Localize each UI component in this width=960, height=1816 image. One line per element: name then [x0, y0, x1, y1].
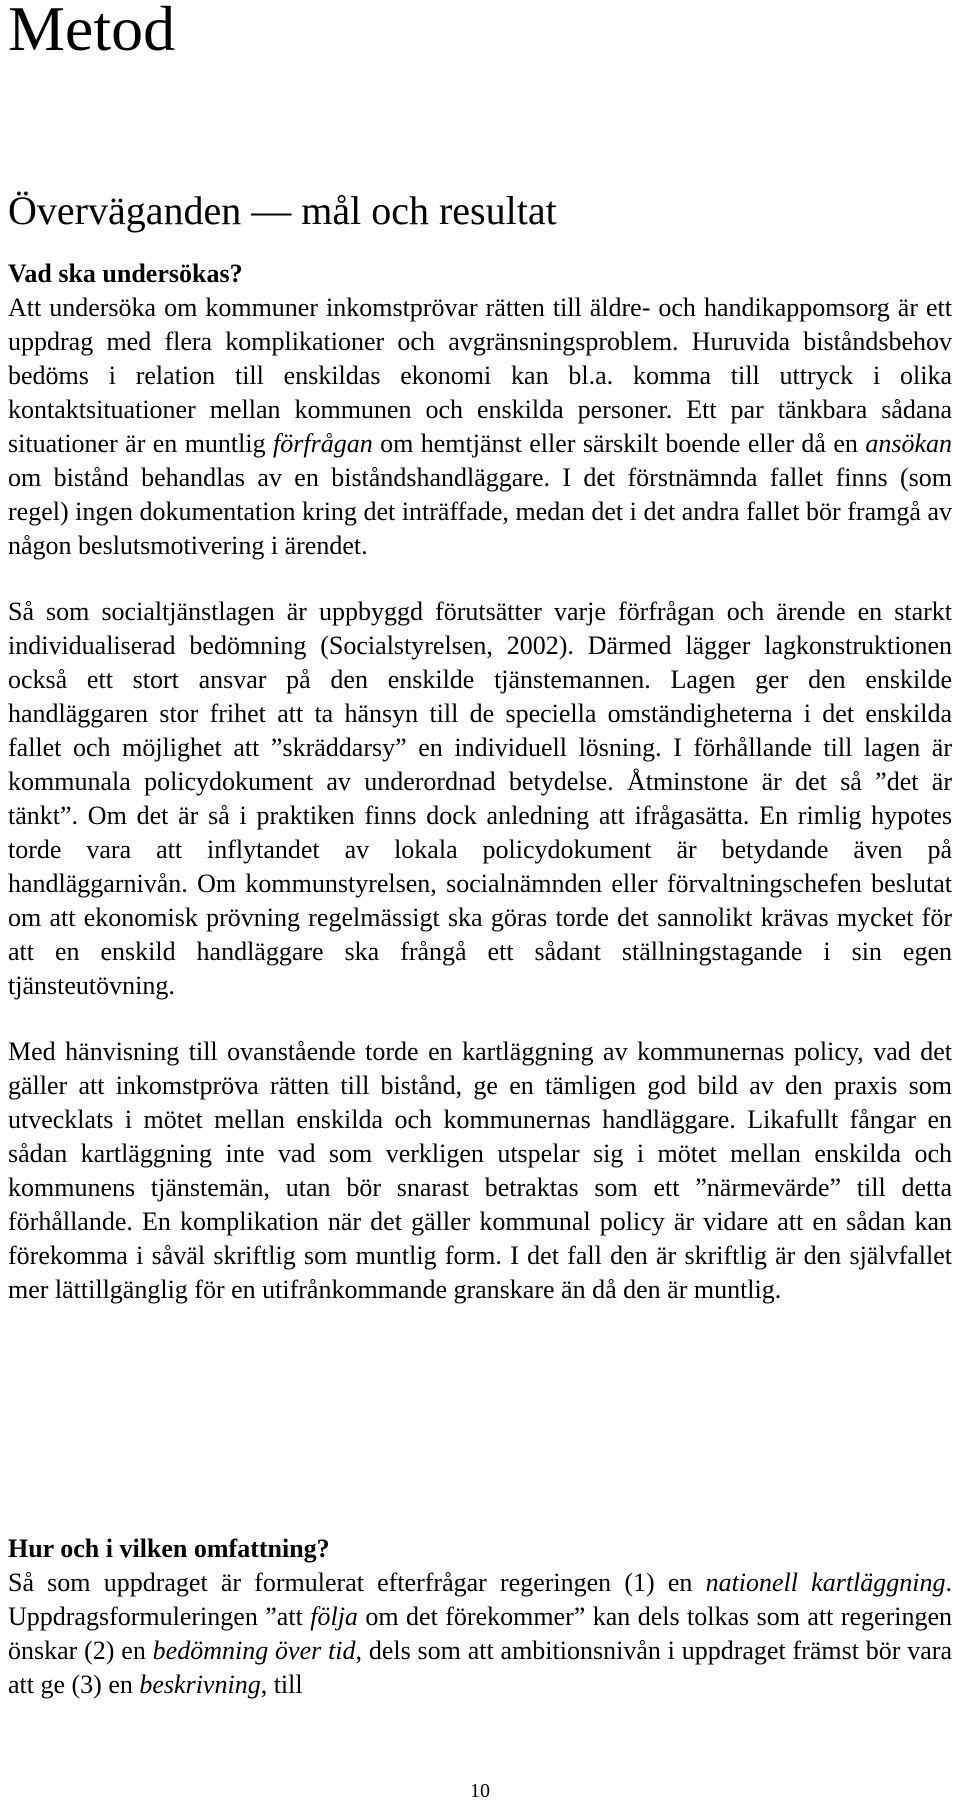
- page-number: 10: [470, 1780, 490, 1802]
- section-title: Överväganden — mål och resultat: [8, 188, 557, 233]
- p4-emphasis-4: beskrivning: [139, 1670, 261, 1699]
- p4-text-b: . Uppdragsformuleringen ”att: [8, 1568, 953, 1631]
- p4-text-d: , dels som att ambitionsnivån i uppdraget främst bör vara att ge (3) en: [8, 1636, 952, 1699]
- paragraph-2: Så som socialtjänstlagen är uppbyggd förutsätter varje förfrågan och ärende en starkt individualiserad bedömning (Socialstyrelsen, 2002). Därmed lägger lagkonstruktionen också ett stort ansvar på den enskilde tjänstemannen. Lagen ger den enskilde handläggaren stor frihet att ta hänsyn till de speciella omständigheterna i det enskilda fallet och möjlighet att ”skräddarsy” en individuell lösning. I förhållande till lagen är kommunala policydokument av underordnad betydelse. Åtminstone är det så ”det är tänkt”. Om det är så i praktiken finns dock anledning att ifrågasätta. En rimlig hypotes torde vara att inflytandet av lokala policydokument är betydande även på handläggarnivån. Om kommunstyrelsen, socialnämnden eller förvaltningschefen beslutat om att ekonomisk prövning regelmässigt ska göras torde det sannolikt krävas mycket för att en enskild handläggare ska frångå ett sådant ställningstagande i sin egen tjänsteutövning.: [8, 597, 952, 1000]
- p4-text-e: , till: [260, 1670, 303, 1699]
- subsection-heading-how: Hur och i vilken omfattning?: [8, 1534, 330, 1563]
- p4-text-c: om det förekommer” kan dels tolkas som att regeringen önskar (2) en: [8, 1602, 952, 1665]
- text-block-1: [8, 257, 952, 1307]
- paragraph-3: Med hänvisning till ovanstående torde en kartläggning av kommunernas policy, vad det gäller att inkomstpröva rätten till bistånd, ge en tämligen god bild av den praxis som utvecklats i mötet mellan enskilda och kommunernas handläggare. Likafullt fångar en sådan kartläggning inte vad som verkligen utspelar sig i mötet mellan enskilda och kommunens tjänstemän, utan bör snarast betraktas som ett ”närmevärde” till detta förhållande. En komplikation när det gäller kommunal policy är vidare att en sådan kan förekomma i såväl skriftlig som muntlig form. I det fall den är skriftlig är den självfallet mer lättillgänglig för en utifrånkommande granskare än då den är muntlig.: [8, 1037, 952, 1304]
- p1-emphasis-ansokan: ansökan: [865, 429, 952, 458]
- p4-emphasis-2: följa: [310, 1602, 358, 1631]
- p1-text-c: om bistånd behandlas av en biståndshandläggare. I det förstnämnda fallet finns (som regel) ingen dokumentation kring det inträffade, medan det i det andra fallet bör framgå av någon beslutsmotivering i ärendet.: [8, 463, 952, 560]
- p4-emphasis-1: nationell kartläggning: [705, 1568, 946, 1597]
- text-block-2: [8, 1532, 952, 1702]
- chapter-title: Metod: [8, 0, 176, 64]
- p1-emphasis-forfragan: förfrågan: [273, 429, 373, 458]
- p1-text-a: Att undersöka om kommuner inkomstprövar rätten till äldre- och handikappomsorg är ett uppdrag med flera komplikationer och avgränsningsproblem. Huruvida biståndsbehov bedöms i relation till enskildas ekonomi kan bl.a. komma till uttryck i olika kontaktsituationer mellan kommunen och enskilda personer. Ett par tänkbara sådana situationer är en muntlig: [8, 293, 952, 458]
- p1-text-b: om hemtjänst eller särskilt boende eller då en: [372, 429, 866, 458]
- paragraph-4: [8, 1566, 952, 1702]
- p4-text-a: Så som uppdraget är formulerat efterfrågar regeringen (1) en: [8, 1568, 706, 1597]
- subsection-heading-what: Vad ska undersökas?: [8, 259, 243, 288]
- p4-emphasis-3: bedömning över tid: [152, 1636, 356, 1665]
- paragraph-1: [8, 291, 952, 563]
